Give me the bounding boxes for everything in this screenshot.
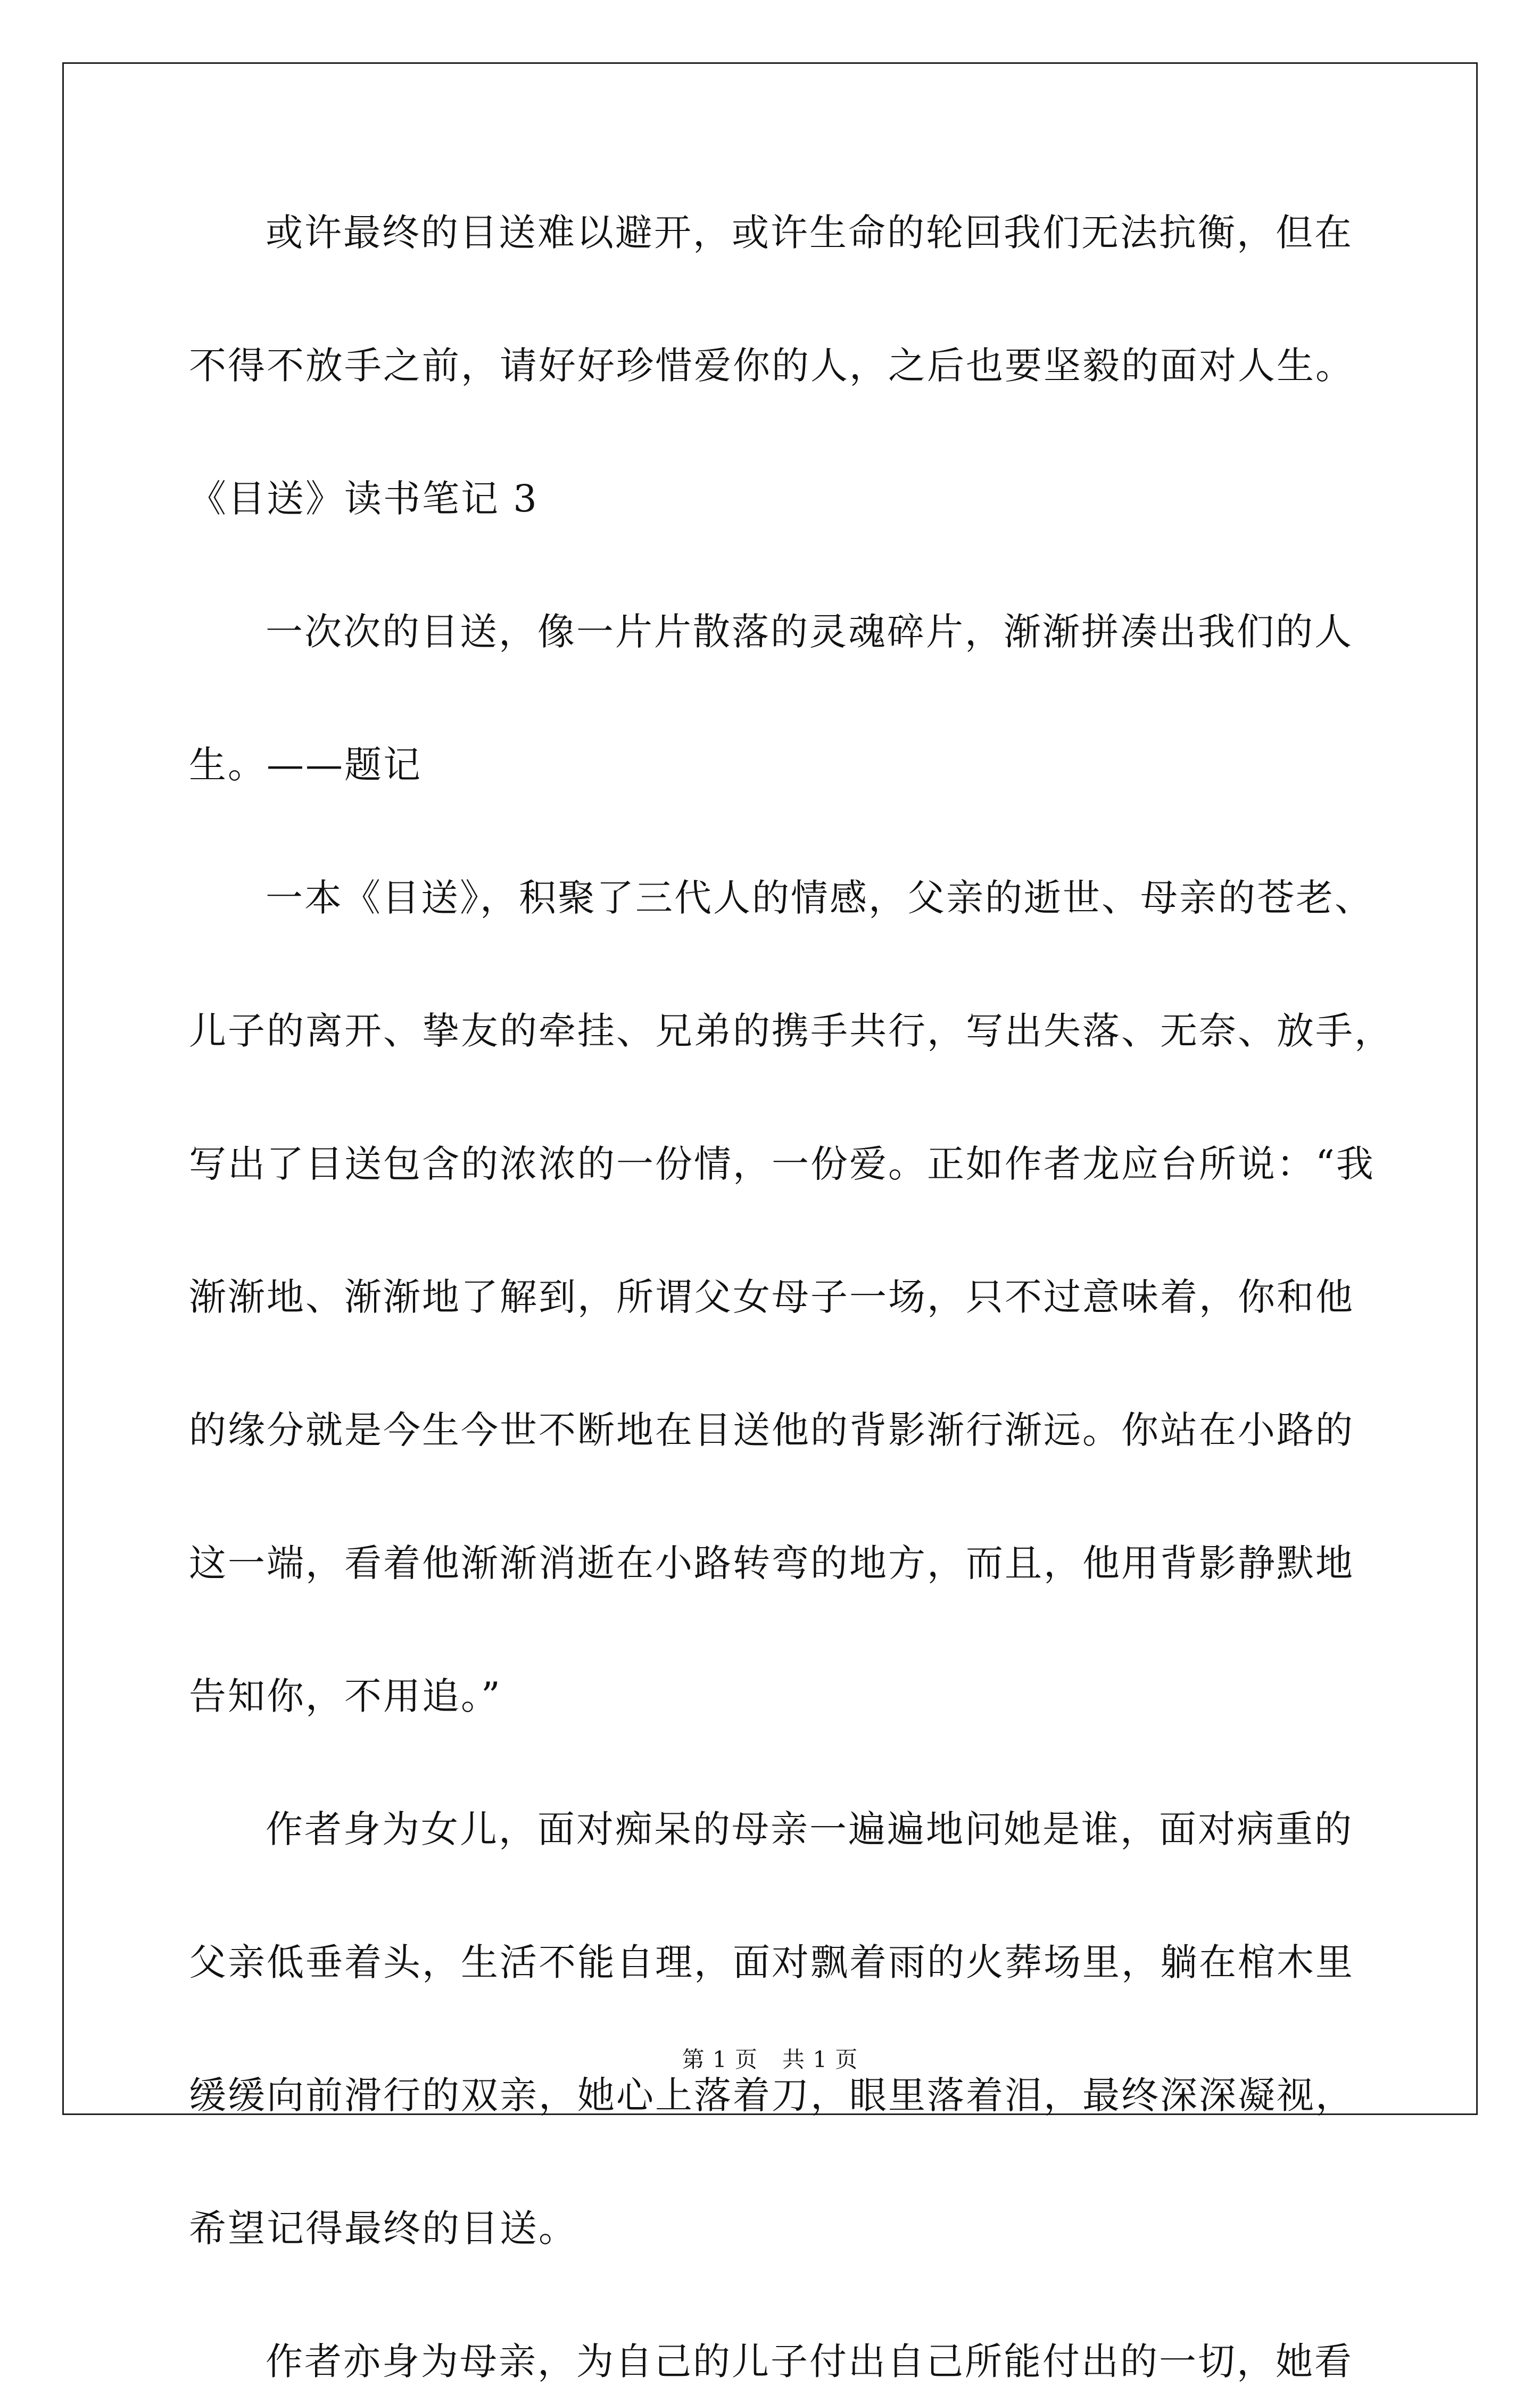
line-gap bbox=[189, 1198, 1354, 1264]
page-total: 共 1 页 bbox=[782, 2046, 858, 2072]
page-footer bbox=[0, 2044, 1540, 2076]
line-gap bbox=[189, 1597, 1354, 1663]
text-line: 写出了目送包含的浓浓的一份情，一份爱。正如作者龙应台所说：“我 bbox=[189, 1142, 1375, 1186]
line-gap bbox=[189, 1863, 1354, 1929]
line-gap bbox=[189, 798, 1354, 865]
text-line: 的缘分就是今生今世不断地在目送他的背影渐行渐远。你站在小路的 bbox=[189, 1408, 1354, 1452]
text-line: 作者亦身为母亲，为自己的儿子付出自己所能付出的一切，她看 bbox=[266, 2340, 1353, 2383]
text-line: 生。——题记 bbox=[189, 743, 422, 787]
line-gap bbox=[189, 2262, 1354, 2328]
text-line: 或许最终的目送难以避开，或许生命的轮回我们无法抗衡，但在 bbox=[266, 211, 1353, 254]
text-line: 这一端，看着他渐渐消逝在小路转弯的地方，而且，他用背影静默地 bbox=[189, 1541, 1354, 1585]
line-gap bbox=[189, 266, 1354, 333]
text-line: 父亲低垂着头，生活不能自理，面对飘着雨的火葬场里，躺在棺木里 bbox=[189, 1940, 1354, 1984]
line-gap bbox=[189, 532, 1354, 599]
line-gap bbox=[189, 399, 1354, 466]
line-gap bbox=[189, 665, 1354, 732]
line-gap bbox=[189, 2129, 1354, 2195]
section-heading: 《目送》读书笔记 3 bbox=[189, 477, 539, 521]
text-line: 作者身为女儿，面对痴呆的母亲一遍遍地问她是谁，面对病重的 bbox=[266, 1807, 1353, 1851]
text-line: 不得不放手之前，请好好珍惜爱你的人，之后也要坚毅的面对人生。 bbox=[189, 344, 1354, 387]
text-line: 希望记得最终的目送。 bbox=[189, 2207, 577, 2250]
text-line: 儿子的离开、挚友的牵挂、兄弟的携手共行，写出失落、无奈、放手， bbox=[189, 1009, 1393, 1053]
text-line: 告知你，不用追。” bbox=[189, 1674, 502, 1718]
line-gap bbox=[189, 931, 1354, 998]
text-line: 渐渐地、渐渐地了解到，所谓父女母子一场，只不过意味着，你和他 bbox=[189, 1275, 1354, 1319]
line-gap bbox=[189, 1464, 1354, 1530]
line-gap bbox=[189, 1730, 1354, 1796]
line-gap bbox=[189, 1331, 1354, 1397]
text-line: 一次次的目送，像一片片散落的灵魂碎片，渐渐拼凑出我们的人 bbox=[266, 610, 1353, 654]
text-line: 缓缓向前滑行的双亲，她心上落着刀，眼里落着泪，最终深深凝视， bbox=[189, 2074, 1354, 2117]
text-line: 一本《目送》，积聚了三代人的情感，父亲的逝世、母亲的苍老、 bbox=[266, 876, 1373, 920]
line-gap bbox=[189, 1064, 1354, 1131]
page-number: 第 1 页 bbox=[682, 2046, 758, 2072]
